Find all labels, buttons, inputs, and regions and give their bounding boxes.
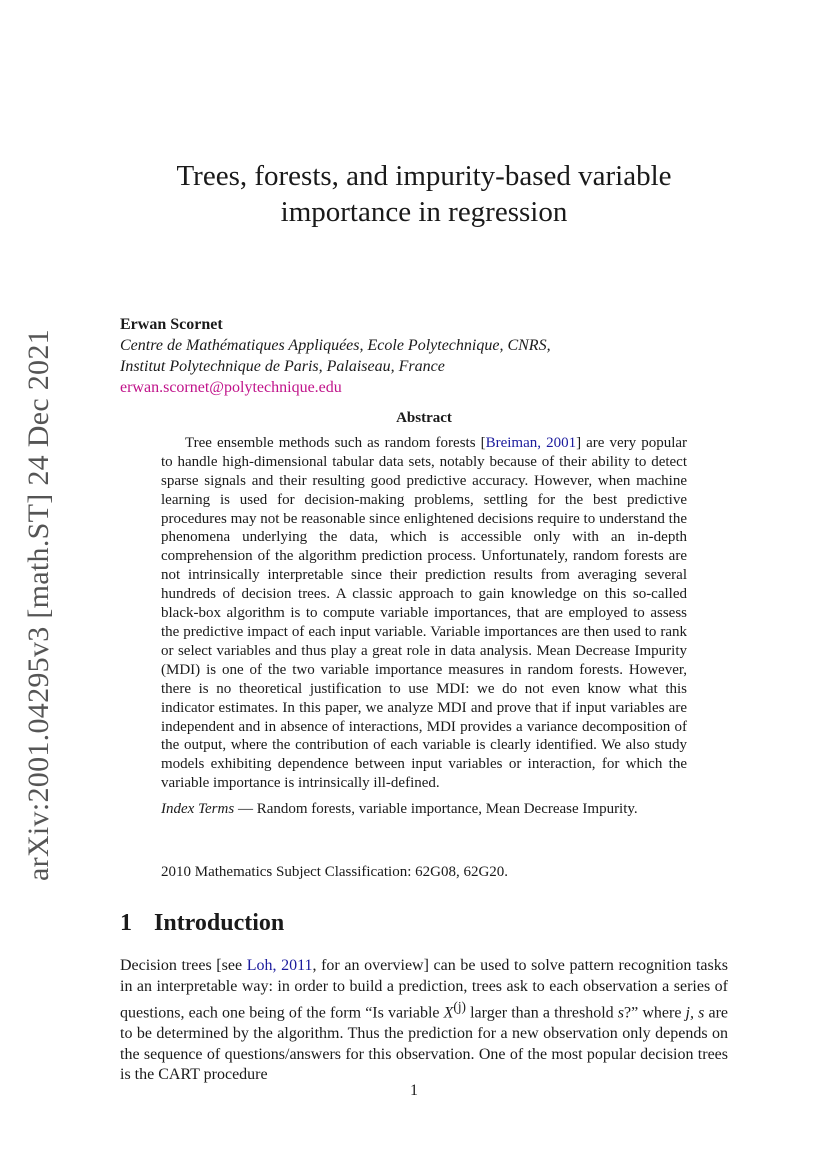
intro-text-2: , for an overview] can be used to solve pattern recognition tasks in an interpretable way: in order to build a prediction, trees ask to each observation a series of questions, each one being of the form “Is variable	[120, 957, 728, 1022]
msc-classification: 2010 Mathematics Subject Classification: 62G08, 62G20.	[161, 864, 509, 880]
title-line-2: importance in regression	[280, 196, 568, 228]
abstract-text-rest: ] are very popular to handle high-dimensional tabular data sets, notably because of their ability to detect sparse signals and their resulting good predictive accuracy. However, when machine learning is used for decision-making problems, settling for the best predictive procedures may not be reasonable since enlightened decisions require to understand the phenomena underlying the data, which is accessible only with an in-depth comprehension of the algorithm prediction process. Unfortunately, random forests are not intrinsically interpretable since their prediction results from averaging several hundreds of decision trees. A classic approach to gain knowledge on this so-called black-box algorithm is to compute variable importances, that are employed to assess the predictive impact of each input variable. Variable importances are then used to rank or select variables and thus play a great role in data analysis. Mean Decrease Impurity (MDI) is one of the two variable importance measures in random forests. However, there is no theoretical justification to use MDI: we do not even know what this indicator estimates. In this paper, we analyze MDI and prove that if input variables are independent and in absence of interactions, MDI provides a variance decomposition of the output, where the contribution of each variable is clearly identified. We also study models exhibiting dependence between input variables or interaction, for which the variable importance is intrinsically ill-defined.	[161, 434, 688, 792]
author-email-link[interactable]: erwan.scornet@polytechnique.edu	[120, 379, 342, 396]
index-terms-text: Random forests, variable importance, Mean Decrease Impurity.	[256, 801, 638, 818]
abstract-text-start: Tree ensemble methods such as random forests [	[185, 434, 486, 451]
intro-paragraph	[120, 956, 728, 1086]
index-terms-label: Index Terms	[161, 801, 235, 818]
abstract-body	[161, 434, 687, 793]
intro-text-4: ?” where	[624, 1004, 686, 1022]
author-name: Erwan Scornet	[120, 316, 223, 333]
author-block	[120, 314, 728, 398]
title-line-1: Trees, forests, and impurity-based variable	[176, 160, 672, 192]
intro-citation-link[interactable]: Loh, 2011	[246, 957, 313, 974]
index-terms	[161, 800, 687, 819]
math-superscript-j: (j)	[453, 999, 466, 1015]
intro-text-1: Decision trees [see	[120, 957, 247, 974]
intro-text-3: larger than a threshold	[465, 1004, 618, 1022]
affiliation-line-1: Centre de Mathématiques Appliquées, Ecole Polytechnique, CNRS,	[120, 337, 551, 354]
section-title: Introduction	[154, 910, 285, 936]
math-variable-x: X	[443, 1004, 454, 1022]
index-terms-separator: —	[234, 801, 257, 818]
arxiv-stamp-text: arXiv:2001.04295v3 [math.ST] 24 Dec 2021	[22, 329, 56, 881]
section-heading	[120, 910, 284, 937]
abstract-citation-link[interactable]: Breiman, 2001	[485, 434, 577, 451]
math-variables-js: j, s	[685, 1004, 705, 1022]
abstract	[161, 409, 687, 819]
abstract-heading: Abstract	[396, 410, 452, 426]
affiliation-line-2: Institut Polytechnique de Paris, Palaiseau, France	[120, 358, 445, 375]
math-variable-s: s	[617, 1004, 625, 1022]
paper-title	[120, 158, 728, 230]
page-number: 1	[410, 1082, 418, 1099]
intro-text-5: are to be determined by the algorithm. Thus the prediction for a new observation only depends on the sequence of questions/answers for this observation. One of the most popular decision trees is the CART procedure	[120, 1004, 728, 1084]
arxiv-stamp	[14, 329, 64, 881]
section-number: 1	[120, 910, 132, 936]
